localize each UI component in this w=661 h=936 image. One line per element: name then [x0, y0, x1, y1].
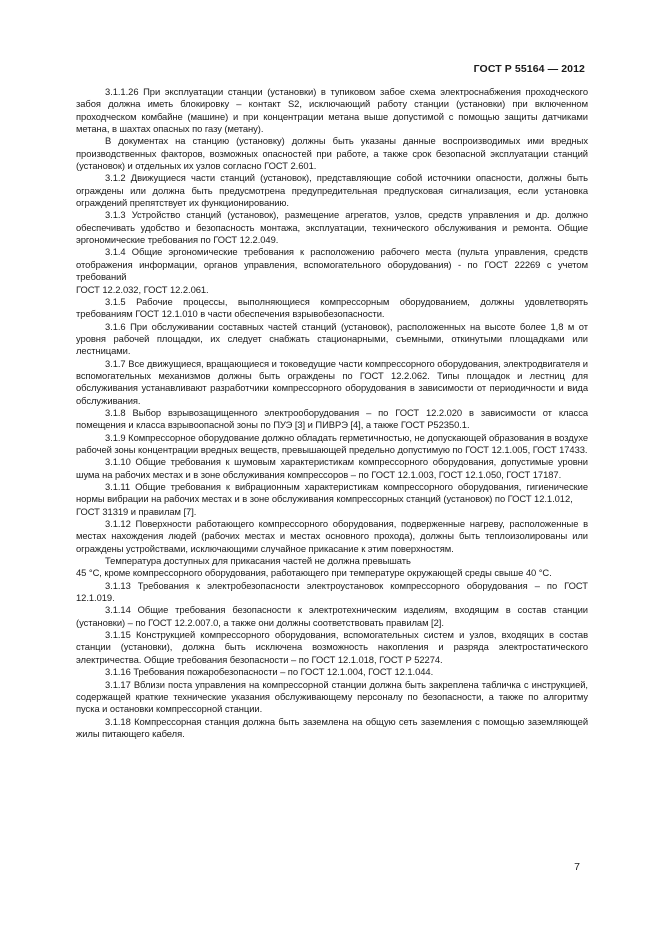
paragraph: 3.1.7 Все движущиеся, вращающиеся и токоведущие части компрессорного оборудования, электродвигателя и вспомогательных механизмов должны быть ограждены по ГОСТ 12.2.062. Типы площадок и лестниц для обслуживания устанавливают разработчики компрессорного оборудования в зависимости от периодичности и вида обслуживания. — [76, 357, 588, 406]
paragraph: 3.1.12 Поверхности работающего компрессорного оборудования, подверженные нагреву, расположенные в местах нахождения людей (рабочих местах и местах основного прохода), должны быть теплоизолированы или ограждены устройствами, исключающими случайное прикасание к этим поверхностям. — [76, 518, 588, 554]
paragraph: 3.1.17 Вблизи поста управления на компрессорной станции должна быть закреплена табличка с инструкцией, содержащей краткие технические указания обслуживающему персоналу по безопасности, а также по алгоритму пуска и остановки компрессорной станции. — [76, 678, 588, 715]
paragraph: ГОСТ 12.2.032, ГОСТ 12.2.061. — [76, 283, 209, 295]
page-number: 7 — [574, 861, 580, 873]
paragraph: Температура доступных для прикасания частей не должна превышать — [105, 555, 411, 567]
paragraph: 3.1.11 Общие требования к вибрационным характеристикам компрессорного оборудования, гигиенические нормы вибрации на рабочих местах и в зоне обслуживания компрессорных станций (установок) по ГОСТ 12.1.012, — [76, 481, 588, 505]
paragraph: 3.1.9 Компрессорное оборудование должно обладать герметичностью, не допускающей образования в воздухе рабочей зоны концентрации вредных веществ, превышающей предельно допустимую по ГОСТ 12.1.005, ГОСТ 17433. — [76, 431, 589, 455]
paragraph: 45 °С, кроме компрессорного оборудования, работающего при температуре окружающей среды свыше 40 °С. — [76, 567, 552, 579]
paragraph: 3.1.14 Общие требования безопасности к электротехническим изделиям, входящим в состав станции (установки) – по ГОСТ 12.2.007.0, а также они должны соответствовать правилам [2]. — [76, 604, 588, 628]
paragraph: 3.1.10 Общие требования к шумовым характеристикам компрессорного оборудования, допустимые уровни шума на рабочих местах и в зоне обслуживания компрессоров – по ГОСТ 12.1.003, ГОСТ 12.1.050, ГОСТ 17187. — [76, 456, 588, 480]
paragraph: 3.1.18 Компрессорная станция должна быть заземлена на общую сеть заземления с помощью заземляющей жилы питающего кабеля. — [76, 715, 588, 739]
paragraph: 3.1.13 Требования к электробезопасности электроустановок компрессорного оборудования – по ГОСТ 12.1.019. — [76, 579, 588, 604]
paragraph: 3.1.2 Движущиеся части станций (установок), представляющие собой источники опасности, должны быть ограждены или должна быть предусмотрена предупредительная предпусковая сигнализация, если установка ограждений препятствует их функционированию. — [76, 172, 588, 209]
paragraph: ГОСТ 31319 и правилам [7]. — [76, 505, 197, 517]
paragraph: В документах на станцию (установку) должны быть указаны данные воспроизводимых ими вредных производственных факторов, возможных опасностей при работе, а также срок безопасной эксплуатации станций (установок) и отдельных их узлов согласно ГОСТ 2.601. — [76, 135, 588, 172]
paragraph: 3.1.16 Требования пожаробезопасности – по ГОСТ 12.1.004, ГОСТ 12.1.044. — [105, 666, 434, 678]
paragraph: 3.1.6 При обслуживании составных частей станций (установок), расположенных на высоте более 1,8 м от уровня рабочей площадки, их следует снабжать стационарными, съемными, откинутыми площадками или лестницами. — [76, 320, 588, 357]
paragraph: 3.1.1.26 При эксплуатации станции (установки) в тупиковом забое схема электроснабжения проходческого забоя должна иметь блокировку – контакт S2, исключающий работу станции (установки) при включенном проходческом комбайне (машине) и при концентрации метана выше допустимой с помощью защиты датчиками метана, в шахтах опасных по газу (метану). — [76, 86, 588, 135]
paragraph: 3.1.3 Устройство станций (установок), размещение агрегатов, узлов, средств управления и др. должно обеспечивать удобство и безопасность монтажа, эксплуатации, технического обслуживания и ремонта. Общие эргономические требования по ГОСТ 12.2.049. — [76, 209, 588, 246]
paragraph: 3.1.5 Рабочие процессы, выполняющиеся компрессорным оборудованием, должны удовлетворять требованиям ГОСТ 12.1.010 в части обеспечения взрывобезопасности. — [76, 295, 588, 320]
paragraph: 3.1.8 Выбор взрывозащищенного электрооборудования – по ГОСТ 12.2.020 в зависимости от класса помещения и класса взрывоопасной зоны по ПУЭ [3] и ПИВРЭ [4], а также ГОСТ Р52350.1. — [76, 406, 588, 431]
document-body-text — [76, 86, 588, 740]
paragraph: 3.1.15 Конструкцией компрессорного оборудования, вспомогательных систем и узлов, входящих в состав станции (установки), должна быть исключена возможность накопления и разряда электростатического электричества. Общие требования безопасности – по ГОСТ 12.1.018, ГОСТ Р 52274. — [76, 629, 588, 665]
document-standard-number: ГОСТ Р 55164 — 2012 — [473, 63, 585, 75]
paragraph: 3.1.4 Общие эргономические требования к расположению рабочего места (пульта управления, средств отображения информации, органов управления, вспомогательного оборудования) - по ГОСТ 22269 с учетом требований — [76, 246, 588, 283]
